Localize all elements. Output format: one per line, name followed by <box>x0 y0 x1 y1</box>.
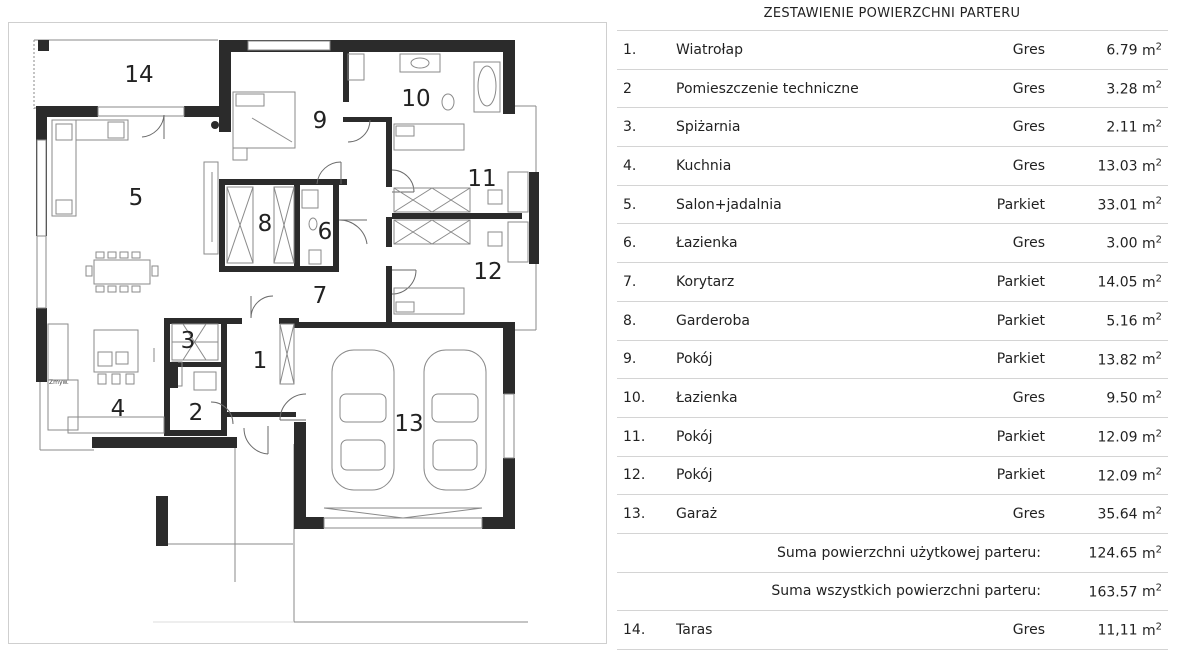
floor-type: Parkiet <box>931 417 1049 456</box>
room-name: Garaż <box>676 495 931 534</box>
room-number-7: 7 <box>312 283 328 309</box>
room-area: 13.03 $m^2$ <box>1049 147 1168 186</box>
room-area: 13.82 $m^2$ <box>1049 340 1168 379</box>
room-area: 3.28 $m^2$ <box>1049 69 1168 108</box>
room-name: Pomieszczenie techniczne <box>676 69 931 108</box>
room-name: Garderoba <box>676 301 931 340</box>
room-number-10: 10 <box>401 86 431 112</box>
floor-type: Gres <box>931 224 1049 263</box>
room-number-11: 11 <box>467 166 497 192</box>
room-number-9: 9 <box>312 108 328 134</box>
room-area: 14.05 $m^2$ <box>1049 263 1168 302</box>
room-area: 11,11 $m^2$ <box>1049 611 1168 650</box>
room-number-3: 3 <box>180 328 196 354</box>
row-number: 4. <box>617 147 676 186</box>
room-number-13: 13 <box>394 411 424 437</box>
table-row <box>617 456 1168 495</box>
table-row <box>617 263 1168 302</box>
room-name: Wiatrołap <box>676 31 931 70</box>
row-number: 5. <box>617 185 676 224</box>
row-number: 2 <box>617 69 676 108</box>
table-row <box>617 185 1168 224</box>
area-table-title: ZESTAWIENIE POWIERZCHNI PARTERU <box>763 6 1021 21</box>
room-area: 35.64 $m^2$ <box>1049 495 1168 534</box>
floor-type: Gres <box>931 31 1049 70</box>
floor-type: Gres <box>931 147 1049 186</box>
room-name: Kuchnia <box>676 147 931 186</box>
floor-type: Parkiet <box>931 301 1049 340</box>
room-name: Salon+jadalnia <box>676 185 931 224</box>
row-number: 12. <box>617 456 676 495</box>
row-number: 13. <box>617 495 676 534</box>
floor-type: Gres <box>931 611 1049 650</box>
dishwasher-label: Zmyw. <box>49 379 69 386</box>
floor-type: Gres <box>931 108 1049 147</box>
floor-type: Parkiet <box>931 340 1049 379</box>
room-area: 6.79 $m^2$ <box>1049 31 1168 70</box>
table-row <box>617 108 1168 147</box>
room-area: 9.50 $m^2$ <box>1049 379 1168 418</box>
table-row <box>617 147 1168 186</box>
total-area-sum-row <box>617 572 1168 611</box>
room-area: 3.00 $m^2$ <box>1049 224 1168 263</box>
table-row <box>617 31 1168 70</box>
room-area: 2.11 $m^2$ <box>1049 108 1168 147</box>
floor-type: Gres <box>931 495 1049 534</box>
room-number-1: 1 <box>252 348 268 374</box>
usable-area-value: 124.65 $m^2$ <box>1049 533 1168 572</box>
total-area-value: 163.57 $m^2$ <box>1049 572 1168 611</box>
floor-type: Parkiet <box>931 185 1049 224</box>
room-number-2: 2 <box>188 400 204 426</box>
usable-area-sum-row <box>617 533 1168 572</box>
room-name: Łazienka <box>676 379 931 418</box>
floor-type: Gres <box>931 69 1049 108</box>
terrace-row <box>617 611 1168 650</box>
table-row <box>617 417 1168 456</box>
room-area: 12.09 $m^2$ <box>1049 456 1168 495</box>
room-number-4: 4 <box>110 396 126 422</box>
usable-area-label: Suma powierzchni użytkowej parteru: <box>617 533 1049 572</box>
room-number-5: 5 <box>128 185 144 211</box>
row-number: 8. <box>617 301 676 340</box>
floor-type: Parkiet <box>931 456 1049 495</box>
room-area: 12.09 $m^2$ <box>1049 417 1168 456</box>
floor-type: Gres <box>931 379 1049 418</box>
row-number: 6. <box>617 224 676 263</box>
room-name: Spiżarnia <box>676 108 931 147</box>
room-name: Taras <box>676 611 931 650</box>
table-row <box>617 69 1168 108</box>
table-row <box>617 224 1168 263</box>
row-number: 1. <box>617 31 676 70</box>
floor-type: Parkiet <box>931 263 1049 302</box>
room-number-8: 8 <box>257 211 273 237</box>
area-table <box>617 30 1168 650</box>
total-area-label: Suma wszystkich powierzchni parteru: <box>617 572 1049 611</box>
row-number: 3. <box>617 108 676 147</box>
room-number-6: 6 <box>317 219 333 245</box>
room-number-12: 12 <box>473 259 503 285</box>
row-number: 14. <box>617 611 676 650</box>
floor-plan <box>8 22 607 644</box>
row-number: 11. <box>617 417 676 456</box>
table-row <box>617 340 1168 379</box>
row-number: 9. <box>617 340 676 379</box>
room-name: Łazienka <box>676 224 931 263</box>
row-number: 10. <box>617 379 676 418</box>
table-row <box>617 301 1168 340</box>
room-name: Pokój <box>676 417 931 456</box>
room-name: Korytarz <box>676 263 931 302</box>
room-number-14: 14 <box>124 62 154 88</box>
table-row <box>617 495 1168 534</box>
table-row <box>617 379 1168 418</box>
room-name: Pokój <box>676 456 931 495</box>
room-area: 33.01 $m^2$ <box>1049 185 1168 224</box>
row-number: 7. <box>617 263 676 302</box>
room-name: Pokój <box>676 340 931 379</box>
room-area: 5.16 $m^2$ <box>1049 301 1168 340</box>
